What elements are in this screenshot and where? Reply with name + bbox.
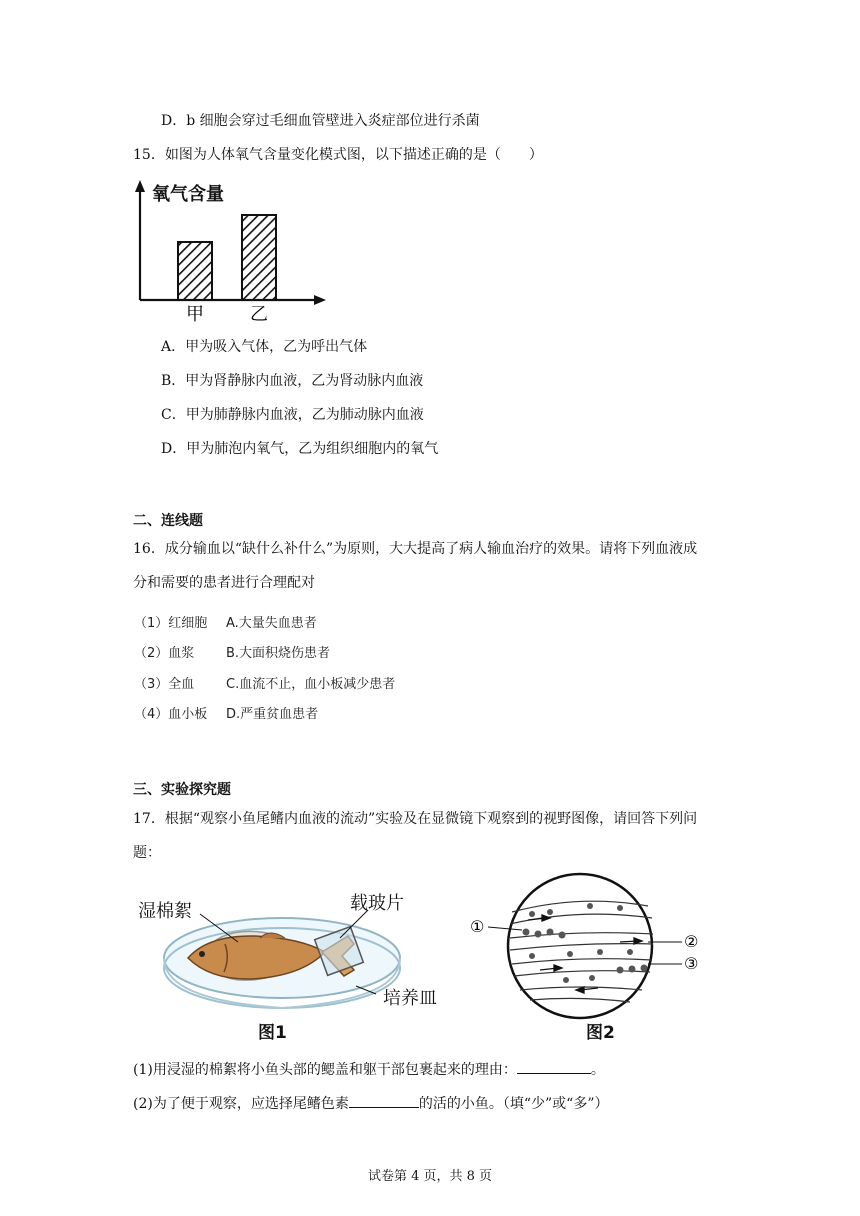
figure-2-microscope-view: [470, 872, 730, 1022]
y-axis-arrow-icon: [135, 180, 145, 192]
match-left: （3）全血: [134, 677, 195, 692]
match-row: [134, 676, 395, 694]
match-left: （2）血浆: [134, 646, 195, 661]
label-glass-slide: 载玻片: [350, 893, 404, 914]
marker-2: ②: [684, 932, 699, 951]
q17-sub-1: (1)用浸湿的棉絮将小鱼头部的鳃盖和躯干部包裹起来的理由： 。: [133, 1057, 605, 1080]
match-right: D.严重贫血患者: [226, 707, 319, 722]
q17-sub-2: (2)为了便于观察，应选择尾鳍色素 的活的小鱼。（填“少”或“多”）: [133, 1091, 608, 1114]
answer-blank-2[interactable]: [349, 1091, 419, 1108]
q16-line-1: 16．成分输血以“缺什么补什么”为原则，大大提高了病人输血治疗的效果。请将下列血液成: [133, 541, 698, 557]
match-right: A.大量失血患者: [226, 616, 317, 631]
q15-stem: 15．如图为人体氧气含量变化模式图，以下描述正确的是（ ）: [133, 147, 543, 163]
match-right: B.大面积烧伤患者: [226, 646, 331, 661]
q17-line-1: 17．根据“观察小鱼尾鳍内血液的流动”实验及在显微镜下观察到的视野图像，请回答下列问: [133, 811, 698, 827]
label-petri-dish: 培养皿: [383, 988, 437, 1009]
q15-option-b: B．甲为肾静脉内血液，乙为肾动脉内血液: [161, 373, 424, 389]
marker-1: ①: [470, 917, 485, 936]
match-left: （4）血小板: [134, 707, 208, 722]
bar-2: [242, 215, 276, 300]
q16-line-2: 分和需要的患者进行合理配对: [133, 575, 315, 591]
oxygen-bar-chart: [128, 176, 338, 326]
figure-1-caption: 图1: [258, 1023, 287, 1043]
page-footer: 试卷第 4 页，共 8 页: [367, 1169, 493, 1184]
section-title-matching: 二、连线题: [133, 513, 203, 529]
match-right: C.血流不止，血小板减少患者: [226, 677, 396, 692]
y-axis-label: 氧气含量: [152, 184, 224, 205]
q14-option-d: D．b 细胞会穿过毛细血管壁进入炎症部位进行杀菌: [161, 113, 480, 129]
q15-option-a: A．甲为吸入气体，乙为呼出气体: [161, 339, 368, 355]
answer-blank-1[interactable]: [517, 1057, 591, 1074]
q17-line-2: 题：: [133, 845, 161, 861]
match-left: （1）红细胞: [134, 616, 208, 631]
match-row: [134, 615, 317, 633]
marker-3: ③: [684, 954, 699, 973]
figure-2-caption: 图2: [586, 1023, 615, 1043]
match-row: [134, 706, 318, 724]
x-axis-arrow-icon: [314, 295, 326, 305]
q15-option-d: D．甲为肺泡内氧气，乙为组织细胞内的氧气: [161, 441, 439, 457]
x-tick-label: 乙: [250, 304, 268, 325]
label-wet-cotton: 湿棉絮: [138, 901, 192, 922]
x-tick-label: 甲: [186, 304, 204, 325]
bar-1: [178, 242, 212, 300]
q15-option-c: C．甲为肺静脉内血液，乙为肺动脉内血液: [161, 407, 424, 423]
section-title-experiment: 三、实验探究题: [133, 782, 231, 798]
match-row: [134, 645, 330, 663]
